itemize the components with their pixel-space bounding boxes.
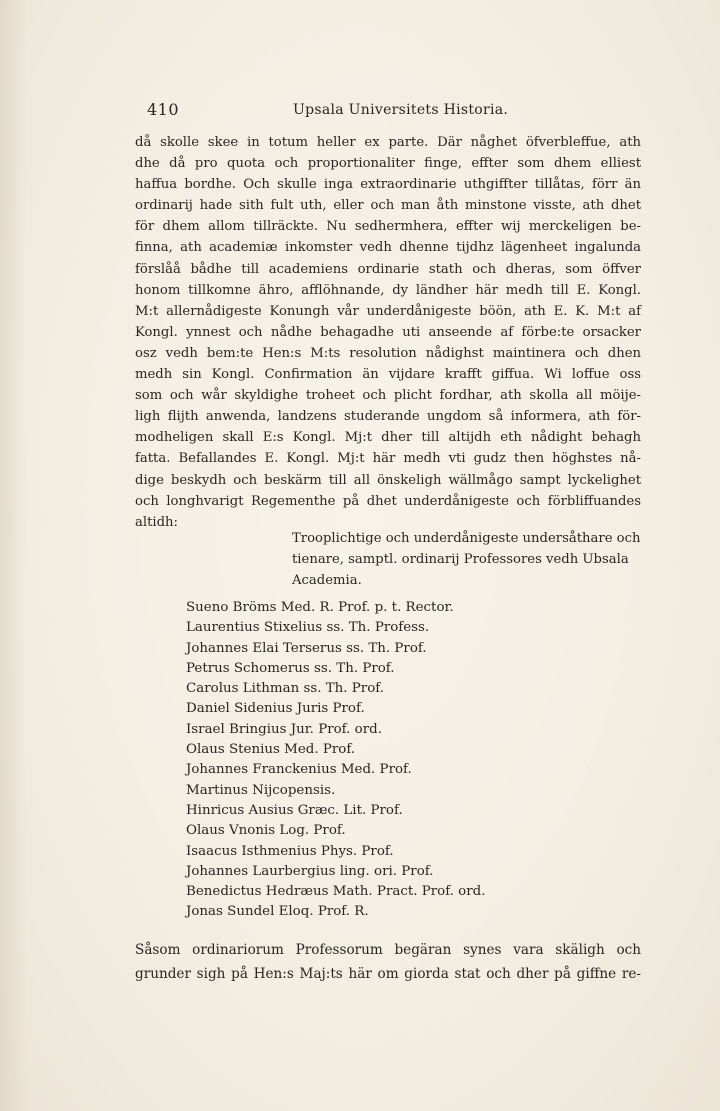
signatory: Israel Bringius Jur. Prof. ord. (186, 721, 382, 737)
page-header (147, 100, 640, 124)
text-line: osz vedh bem:te Hen:s M:ts resolution nådighst maintinera och dhen (135, 345, 641, 361)
text-line: dige beskydh och beskärm till all önskeligh wällmågo sampt lyckelighet (135, 472, 641, 488)
signatory: Jonas Sundel Eloq. Prof. R. (186, 904, 369, 920)
text-line: då skolle skee in totum heller ex parte. Där någhet öfverbleffue, ath (135, 135, 641, 150)
text-line: och longhvarigt Regementhe på dhet underdånigeste och förbliffuandes (135, 493, 641, 509)
text-line: medh sin Kongl. Confirmation än vijdare krafft giffua. Wi loffue oss (135, 367, 641, 383)
text-line: för dhem allom tillräckte. Nu sedhermhera, effter wij merckeligen be- (135, 219, 641, 235)
text-line: förslåå bådhe till academiens ordinarie stath och dheras, som öffver (135, 261, 641, 277)
signatory: Petrus Schomerus ss. Th. Prof. (186, 660, 395, 676)
signatory: Martinus Nijcopensis. (186, 782, 336, 798)
signatory: Hinricus Ausius Græc. Lit. Prof. (186, 802, 403, 818)
text-line: som och wår skyldighe troheet och plicht fordhar, ath skolla all möije- (135, 388, 641, 404)
text-line: haffua bordhe. Och skulle inga extraordinarie uthgiffter tillåtas, förr än (135, 177, 641, 193)
signatory: Isaacus Isthmenius Phys. Prof. (186, 843, 394, 859)
signatory: Daniel Sidenius Juris Prof. (186, 701, 365, 717)
signatory-list (186, 598, 566, 923)
text-line: ligh flijth anwenda, landzens studerande ungdom så informera, ath för- (135, 409, 641, 425)
page-number: 410 (147, 100, 180, 119)
text-line: modheligen skall E:s Kongl. Mj:t dher till altijdh eth nådight behagh (135, 430, 641, 446)
signatory: Johannes Franckenius Med. Prof. (186, 762, 412, 778)
closing-line: Academia. (292, 573, 362, 589)
text-line: dhe då pro quota och proportionaliter finge, effter som dhem elliest (135, 156, 641, 172)
signatory: Johannes Laurbergius ling. ori. Prof. (186, 863, 434, 879)
text-line: ordinarij hade sith fult uth, eller och man åth minstone visste, ath dhet (135, 198, 641, 214)
main-paragraph (135, 132, 641, 533)
signatory: Benedictus Hedræus Math. Pract. Prof. ord. (186, 884, 486, 900)
signatory: Olaus Stenius Med. Prof. (186, 742, 356, 758)
text-line: Såsom ordinariorum Professorum begäran synes vara skäligh och (135, 942, 641, 958)
signatory: Laurentius Stixelius ss. Th. Profess. (186, 620, 430, 636)
closing-line: Trooplichtige och underdånigeste undersåthare och (292, 531, 641, 546)
closing-formula (292, 528, 642, 591)
text-line: M:t allernådigeste Konungh vår underdånigeste böön, ath E. K. M:t af (135, 303, 641, 319)
text-line: finna, ath academiæ inkomster vedh dhenne tijdhz lägenheet ingalunda (135, 240, 641, 256)
signatory: Olaus Vnonis Log. Prof. (186, 823, 346, 839)
text-line: fatta. Befallandes E. Kongl. Mj:t här medh vti gudz then höghstes nå- (135, 451, 641, 467)
running-title: Upsala Universitets Historia. (293, 102, 509, 118)
text-line: grunder sigh på Hen:s Maj:ts här om giorda stat och dher på giffne re- (135, 966, 641, 982)
signatory: Johannes Elai Terserus ss. Th. Prof. (186, 640, 427, 656)
text-line: altidh: (135, 514, 178, 530)
closing-line: tienare, samptl. ordinarij Professores vedh Ubsala (292, 552, 629, 568)
signatory: Sueno Bröms Med. R. Prof. p. t. Rector. (186, 600, 454, 615)
signatory: Carolus Lithman ss. Th. Prof. (186, 681, 385, 697)
text-line: honom tillkomne ähro, afflöhnande, dy ländher här medh till E. Kongl. (135, 282, 641, 298)
final-paragraph (135, 938, 641, 986)
text-line: Kongl. ynnest och nådhe behagadhe uti anseende af förbe:te orsacker (135, 324, 641, 340)
